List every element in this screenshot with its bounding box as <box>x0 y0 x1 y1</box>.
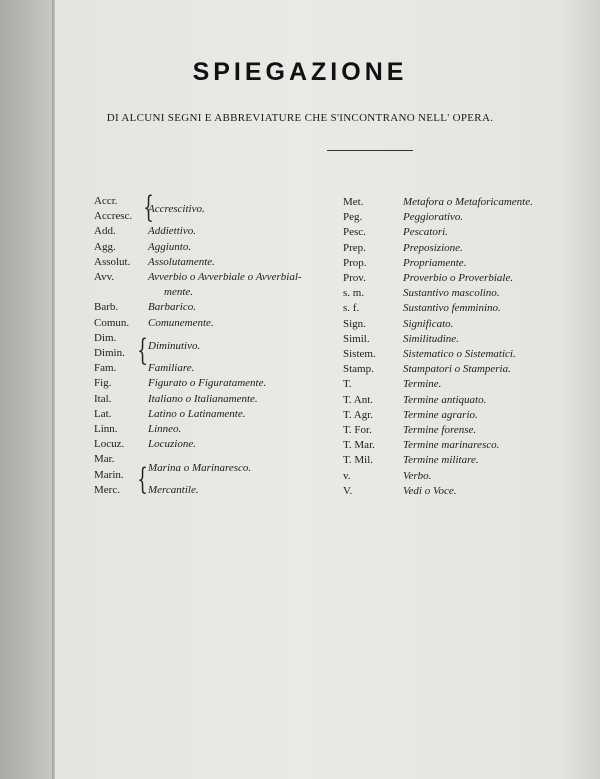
abbreviation: Merc. <box>94 483 120 496</box>
abbreviation-meaning: Similitudine. <box>403 332 459 345</box>
abbreviation: Dim. <box>94 331 117 344</box>
abbreviation: Pesc. <box>343 226 366 239</box>
abbreviation-meaning: Termine antiquato. <box>403 393 487 406</box>
abbreviation: Barb. <box>94 301 119 314</box>
abbreviation: T. For. <box>343 424 372 436</box>
abbreviation-meaning: Marina o Marinaresco. <box>148 461 252 474</box>
abbreviation: Prep. <box>343 241 366 254</box>
abbreviation: Locuz. <box>94 438 125 451</box>
abbreviation-meaning: Termine. <box>403 378 442 391</box>
abbreviation-meaning: Sustantivo femminino. <box>403 302 501 315</box>
abbreviation-meaning: Termine forense. <box>403 424 477 436</box>
abbreviation-meaning: Mercantile. <box>148 483 199 496</box>
abbreviation-meaning: Figurato o Figuratamente. <box>148 377 267 390</box>
abbreviation: Simil. <box>343 332 370 345</box>
abbreviation: Dimin. <box>94 347 125 359</box>
abbreviation: Mar. <box>94 453 115 466</box>
page-subtitle: DI ALCUNI SEGNI E ABBREVIATURE CHE S'INCONTRANO NELL' OPERA. <box>106 112 494 124</box>
abbreviation-meaning: Locuzione. <box>148 438 196 451</box>
abbreviation: Accresc. <box>94 210 133 223</box>
abbreviation-meaning: Termine militare. <box>403 454 479 467</box>
abbreviation: Fam. <box>94 362 117 375</box>
abbreviation: Prov. <box>343 272 366 284</box>
abbreviation-meaning: Stampatori o Stamperia. <box>403 363 511 376</box>
abbreviation-meaning: Diminutivo. <box>148 340 201 352</box>
abbreviation-meaning: Proverbio o Proverbiale. <box>403 272 514 284</box>
abbreviation-meaning: Metafora o Metaforicamente. <box>403 196 533 208</box>
abbreviation-meaning: Vedi o Voce. <box>403 484 457 497</box>
abbreviation-meaning: Addiettivo. <box>148 225 196 238</box>
abbreviation-meaning: Propriamente. <box>403 256 467 269</box>
page-title: SPIEGAZIONE <box>192 58 408 86</box>
abbreviation-meaning: Significato. <box>403 317 454 330</box>
abbreviation-meaning: Sustantivo mascolino. <box>403 287 500 300</box>
abbreviation-meaning: Termine marinaresco. <box>403 439 500 452</box>
abbreviation-meaning: Pescatori. <box>403 226 448 239</box>
abbreviation-meaning: Verbo. <box>403 469 432 482</box>
abbreviation: v. <box>343 469 351 482</box>
abbreviation: Linn. <box>94 423 118 435</box>
brace-marina: { <box>137 462 148 497</box>
abbreviation: Accr. <box>94 195 118 207</box>
abbreviation: Assolut. <box>94 255 131 268</box>
abbreviation: T. Ant. <box>343 393 374 406</box>
abbreviation: Comun. <box>94 316 130 329</box>
abbreviation-meaning: Linneo. <box>148 423 182 435</box>
abbreviation-meaning: Familiare. <box>148 362 195 375</box>
abbreviation: Prop. <box>343 256 367 269</box>
abbreviation: Marin. <box>94 468 124 481</box>
abbreviation: T. <box>343 378 352 391</box>
abbreviation-meaning: Sistematico o Sistematici. <box>403 348 516 360</box>
abbreviation-meaning: Peggiorativo. <box>403 211 464 224</box>
abbreviation-meaning: Accrescitivo. <box>148 203 205 216</box>
abbreviation-meaning: Italiano o Italianamente. <box>148 392 258 405</box>
abbreviation: T. Mar. <box>343 439 375 452</box>
abbreviation: T. Mil. <box>343 454 374 467</box>
abbreviation: s. f. <box>343 302 360 315</box>
abbreviation: Sign. <box>343 317 366 330</box>
abbreviation: Add. <box>94 225 116 238</box>
abbreviation: Avv. <box>94 271 115 283</box>
brace-accrescitivo: { <box>143 190 154 225</box>
abbreviation-meaning: Barbarico. <box>148 301 196 314</box>
abbreviation: Sistem. <box>343 348 376 360</box>
abbreviation-meaning: Termine agrario. <box>403 408 478 421</box>
abbreviation-meaning: Aggiunto. <box>148 240 192 253</box>
abbreviation-meaning: Latino o Latinamente. <box>148 407 246 420</box>
abbreviation-meaning: Comunemente. <box>148 316 214 329</box>
abbreviation-meaning: Preposizione. <box>403 241 463 254</box>
abbreviation: T. Agr. <box>343 408 374 421</box>
abbreviation: Ital. <box>94 392 112 405</box>
abbreviation-meaning: Assolutamente. <box>148 255 215 268</box>
abbreviation: Met. <box>343 196 364 208</box>
abbreviation: Agg. <box>94 240 116 253</box>
abbreviation: V. <box>343 484 353 497</box>
abbreviation: Stamp. <box>343 363 374 376</box>
title-rule <box>327 150 413 151</box>
abbreviation-meaning: Avverbio o Avverbiale o Avverbial- <box>148 271 302 283</box>
abbreviation-meaning: mente. <box>164 286 194 299</box>
abbreviation: s. m. <box>343 287 365 300</box>
abbreviation: Fig. <box>94 377 112 390</box>
abbreviation: Peg. <box>343 211 363 224</box>
brace-diminutivo: { <box>137 333 148 368</box>
abbreviation: Lat. <box>94 407 112 420</box>
